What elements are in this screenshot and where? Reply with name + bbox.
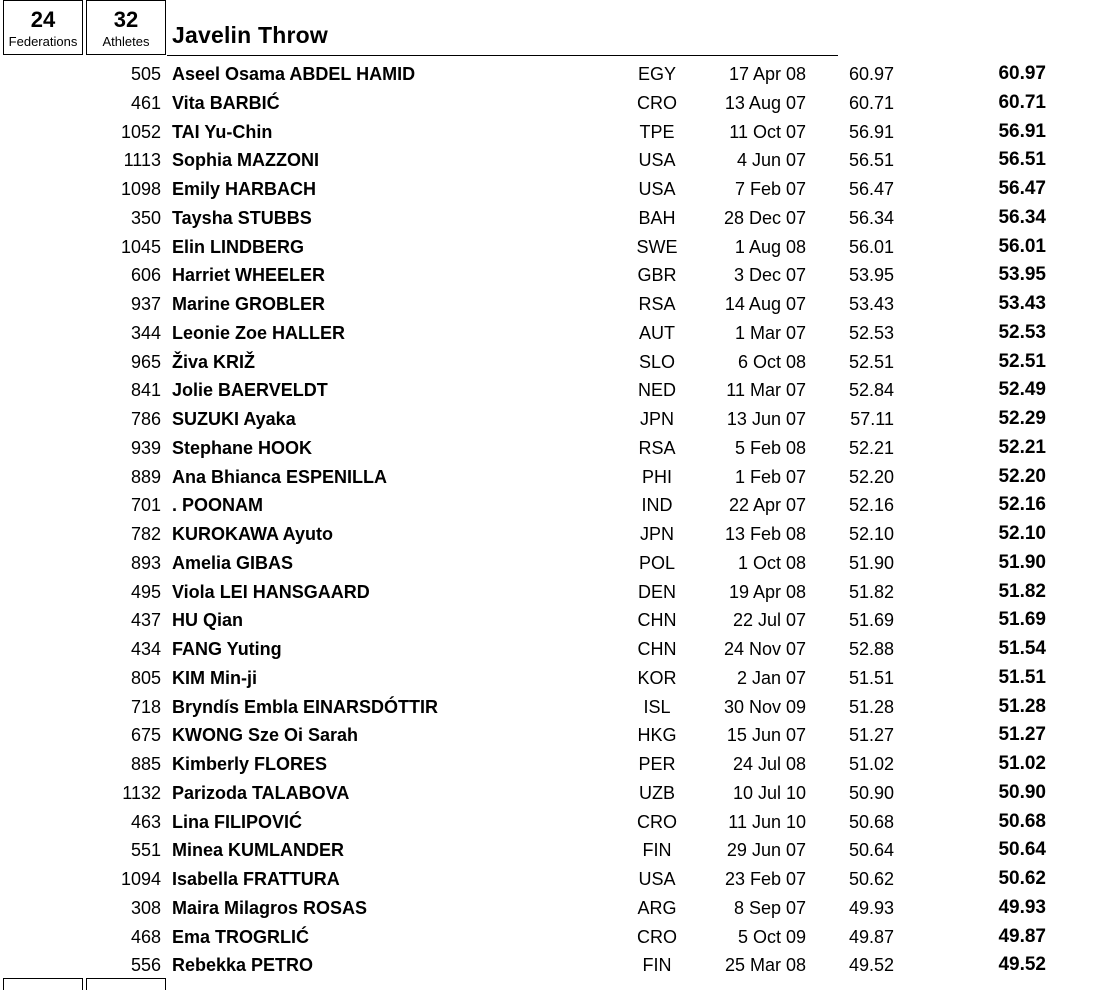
entry-bib: 841 bbox=[130, 380, 161, 401]
entry-name: Bryndís Embla EINARSDÓTTIR bbox=[172, 696, 439, 717]
entry-country: JPN bbox=[639, 409, 674, 429]
entry-country: RSA bbox=[638, 294, 676, 314]
entry-name: HU Qian bbox=[172, 610, 244, 631]
entry-row bbox=[0, 175, 1096, 204]
entry-bib: 1052 bbox=[120, 121, 161, 142]
entry-bib: 308 bbox=[130, 897, 161, 918]
entry-bib: 782 bbox=[130, 524, 161, 544]
entry-name: Ema TROGRLIĆ bbox=[172, 926, 310, 947]
entry-country: ARG bbox=[637, 897, 677, 918]
entry-personal-best: 52.10 bbox=[998, 523, 1046, 544]
entry-season-best: 51.02 bbox=[848, 754, 894, 774]
entry-list bbox=[0, 60, 1096, 980]
entry-season-best: 49.87 bbox=[848, 926, 894, 947]
entry-personal-best: 51.02 bbox=[998, 753, 1046, 774]
entry-birth-date: 24 Nov 07 bbox=[723, 639, 806, 659]
entry-row bbox=[0, 721, 1096, 750]
entry-personal-best: 52.20 bbox=[998, 465, 1046, 487]
entry-personal-best: 60.97 bbox=[998, 63, 1046, 84]
entry-bib: 434 bbox=[130, 639, 161, 659]
entry-personal-best: 51.69 bbox=[998, 609, 1046, 631]
entry-row bbox=[0, 578, 1096, 607]
entry-birth-date: 19 Apr 08 bbox=[728, 581, 806, 602]
entry-season-best: 56.47 bbox=[848, 179, 894, 199]
entry-birth-date: 30 Nov 09 bbox=[723, 696, 806, 717]
entry-personal-best: 53.43 bbox=[998, 293, 1046, 314]
entry-bib: 1094 bbox=[120, 869, 161, 889]
entry-personal-best: 50.68 bbox=[998, 810, 1046, 832]
entry-personal-best: 49.52 bbox=[998, 954, 1046, 976]
entry-season-best: 52.51 bbox=[848, 351, 894, 372]
entry-bib: 701 bbox=[130, 495, 161, 516]
entry-bib: 675 bbox=[130, 725, 161, 746]
entry-country: ISL bbox=[643, 696, 671, 717]
entry-personal-best: 50.64 bbox=[998, 839, 1046, 861]
entry-country: PER bbox=[638, 754, 676, 774]
entry-row bbox=[0, 606, 1096, 635]
entry-country: GBR bbox=[637, 265, 677, 286]
entry-name: Harriet WHEELER bbox=[172, 265, 326, 286]
entry-bib: 885 bbox=[130, 754, 161, 774]
entry-name: Isabella FRATTURA bbox=[172, 869, 340, 889]
entry-birth-date: 7 Feb 07 bbox=[734, 179, 806, 199]
entry-season-best: 49.52 bbox=[848, 955, 894, 976]
entry-season-best: 52.16 bbox=[848, 495, 894, 516]
entry-name: Lina FILIPOVIĆ bbox=[172, 811, 303, 832]
entry-bib: 437 bbox=[130, 610, 161, 631]
entry-bib: 1132 bbox=[122, 782, 161, 803]
entry-personal-best: 56.47 bbox=[998, 178, 1046, 199]
entry-birth-date: 13 Aug 07 bbox=[724, 92, 806, 113]
entry-birth-date: 4 Jun 07 bbox=[736, 150, 806, 171]
entry-name: Elin LINDBERG bbox=[172, 236, 305, 257]
entry-name: Kimberly FLORES bbox=[172, 754, 328, 774]
entry-name: Živa KRIŽ bbox=[172, 351, 256, 372]
entry-season-best: 53.95 bbox=[848, 265, 894, 286]
entry-season-best: 60.71 bbox=[848, 92, 894, 113]
entry-row bbox=[0, 779, 1096, 808]
entry-birth-date: 25 Mar 08 bbox=[724, 955, 806, 976]
entry-name: Ana Bhianca ESPENILLA bbox=[172, 466, 388, 487]
entry-personal-best: 52.16 bbox=[998, 494, 1046, 516]
entry-birth-date: 5 Feb 08 bbox=[734, 437, 806, 458]
entry-country: JPN bbox=[639, 524, 674, 544]
entry-personal-best: 56.01 bbox=[998, 235, 1046, 257]
entry-bib: 1045 bbox=[120, 236, 161, 257]
entry-bib: 718 bbox=[130, 696, 161, 717]
athletes-count-box bbox=[86, 0, 166, 55]
entry-name: Jolie BAERVELDT bbox=[172, 380, 328, 401]
entry-name: Maira Milagros ROSAS bbox=[172, 897, 368, 918]
entry-row bbox=[0, 233, 1096, 262]
entry-bib: 889 bbox=[130, 466, 161, 487]
entry-row bbox=[0, 664, 1096, 693]
entry-country: KOR bbox=[637, 667, 677, 688]
entry-personal-best: 52.29 bbox=[998, 408, 1046, 429]
entry-personal-best: 51.28 bbox=[998, 695, 1046, 717]
next-federations-box bbox=[3, 978, 83, 990]
entry-row bbox=[0, 865, 1096, 894]
entry-row bbox=[0, 491, 1096, 520]
entry-name: SUZUKI Ayaka bbox=[172, 409, 296, 429]
entry-name: Minea KUMLANDER bbox=[172, 840, 345, 861]
entry-personal-best: 53.95 bbox=[998, 264, 1046, 286]
entry-bib: 495 bbox=[130, 581, 161, 602]
entry-season-best: 56.51 bbox=[848, 150, 894, 171]
entry-country: USA bbox=[638, 150, 676, 171]
entry-personal-best: 52.53 bbox=[998, 321, 1046, 343]
entry-row bbox=[0, 376, 1096, 405]
entry-season-best: 51.90 bbox=[848, 552, 894, 573]
entry-name: . POONAM bbox=[172, 495, 264, 516]
entry-season-best: 50.62 bbox=[848, 869, 894, 889]
entry-bib: 463 bbox=[130, 811, 161, 832]
entry-birth-date: 11 Mar 07 bbox=[726, 380, 806, 401]
entry-country: BAH bbox=[638, 207, 676, 228]
entry-personal-best: 51.90 bbox=[998, 551, 1046, 573]
entry-country: SWE bbox=[636, 236, 678, 257]
entry-birth-date: 28 Dec 07 bbox=[723, 207, 806, 228]
entry-bib: 551 bbox=[130, 840, 161, 861]
entry-country: CRO bbox=[637, 926, 677, 947]
entry-birth-date: 3 Dec 07 bbox=[733, 265, 806, 286]
entry-birth-date: 1 Aug 08 bbox=[734, 236, 806, 257]
event-title: Javelin Throw bbox=[172, 22, 328, 48]
entry-personal-best: 50.62 bbox=[998, 868, 1046, 889]
entry-country: CHN bbox=[637, 610, 677, 631]
entry-name: TAI Yu-Chin bbox=[172, 121, 273, 142]
entry-personal-best: 52.49 bbox=[998, 379, 1046, 401]
entry-name: Vita BARBIĆ bbox=[172, 92, 280, 113]
entry-row bbox=[0, 520, 1096, 549]
entry-row bbox=[0, 549, 1096, 578]
entry-birth-date: 13 Jun 07 bbox=[726, 409, 806, 429]
entry-season-best: 56.01 bbox=[848, 236, 894, 257]
entry-bib: 893 bbox=[130, 552, 161, 573]
entry-season-best: 51.51 bbox=[848, 667, 894, 688]
entry-country: POL bbox=[638, 552, 676, 573]
entry-birth-date: 22 Apr 07 bbox=[728, 495, 806, 516]
entry-birth-date: 11 Oct 07 bbox=[729, 121, 806, 142]
entry-country: UZB bbox=[639, 782, 675, 803]
entry-personal-best: 52.51 bbox=[998, 350, 1046, 372]
entry-season-best: 52.53 bbox=[848, 322, 894, 343]
entry-row bbox=[0, 146, 1096, 175]
entry-bib: 786 bbox=[130, 409, 161, 429]
entry-bib: 1098 bbox=[120, 179, 161, 199]
entry-row bbox=[0, 635, 1096, 664]
entry-birth-date: 5 Oct 09 bbox=[737, 926, 806, 947]
entry-personal-best: 51.51 bbox=[998, 666, 1046, 688]
entry-personal-best: 51.27 bbox=[998, 724, 1046, 746]
entry-row bbox=[0, 923, 1096, 952]
entry-name: FANG Yuting bbox=[172, 639, 282, 659]
entry-country: SLO bbox=[638, 351, 676, 372]
entry-birth-date: 14 Aug 07 bbox=[724, 294, 806, 314]
entry-row bbox=[0, 951, 1096, 980]
entry-name: Parizoda TALABOVA bbox=[172, 782, 350, 803]
entry-name: Amelia GIBAS bbox=[172, 552, 294, 573]
entry-row bbox=[0, 405, 1096, 434]
entry-row bbox=[0, 60, 1096, 89]
entry-season-best: 49.93 bbox=[848, 897, 894, 918]
entry-birth-date: 1 Feb 07 bbox=[734, 466, 806, 487]
entry-row bbox=[0, 808, 1096, 837]
entry-birth-date: 22 Jul 07 bbox=[732, 610, 806, 631]
entry-row bbox=[0, 204, 1096, 233]
entry-country: TPE bbox=[639, 121, 675, 142]
entry-name: Leonie Zoe HALLER bbox=[172, 322, 346, 343]
entry-birth-date: 10 Jul 10 bbox=[732, 782, 806, 803]
entry-season-best: 56.91 bbox=[848, 121, 894, 142]
entry-row bbox=[0, 261, 1096, 290]
entry-birth-date: 2 Jan 07 bbox=[736, 667, 806, 688]
entry-season-best: 53.43 bbox=[848, 294, 894, 314]
entry-season-best: 50.68 bbox=[848, 811, 894, 832]
entry-birth-date: 15 Jun 07 bbox=[726, 725, 806, 746]
entry-country: NED bbox=[637, 380, 676, 401]
entry-bib: 606 bbox=[130, 265, 161, 286]
entry-bib: 556 bbox=[130, 955, 161, 976]
entry-country: DEN bbox=[637, 581, 676, 602]
entry-country: PHI bbox=[641, 466, 672, 487]
entry-season-best: 50.64 bbox=[848, 840, 894, 861]
athletes-label: Athletes bbox=[102, 34, 150, 49]
entry-row bbox=[0, 319, 1096, 348]
entry-row bbox=[0, 836, 1096, 865]
entry-season-best: 56.34 bbox=[848, 207, 894, 228]
entry-bib: 939 bbox=[130, 437, 161, 458]
entry-row bbox=[0, 118, 1096, 147]
entry-country: HKG bbox=[637, 725, 677, 746]
next-athletes-box bbox=[86, 978, 166, 990]
entry-birth-date: 24 Jul 08 bbox=[732, 754, 806, 774]
entry-name: Stephane HOOK bbox=[172, 437, 313, 458]
entry-row bbox=[0, 290, 1096, 319]
entry-row bbox=[0, 693, 1096, 722]
entry-personal-best: 49.87 bbox=[998, 925, 1046, 947]
entry-row bbox=[0, 348, 1096, 377]
entry-name: Viola LEI HANSGAARD bbox=[172, 581, 370, 602]
entry-season-best: 51.82 bbox=[848, 581, 894, 602]
entry-personal-best: 60.71 bbox=[998, 91, 1046, 113]
entry-name: KWONG Sze Oi Sarah bbox=[172, 725, 359, 746]
entry-country: CRO bbox=[637, 92, 677, 113]
entry-personal-best: 51.54 bbox=[998, 638, 1046, 659]
entry-personal-best: 56.34 bbox=[998, 206, 1046, 228]
entry-personal-best: 56.91 bbox=[998, 120, 1046, 142]
entry-birth-date: 29 Jun 07 bbox=[726, 840, 806, 861]
entry-name: Emily HARBACH bbox=[172, 179, 317, 199]
entry-personal-best: 56.51 bbox=[998, 149, 1046, 171]
entry-name: Aseel Osama ABDEL HAMID bbox=[172, 64, 416, 84]
entry-bib: 468 bbox=[130, 926, 161, 947]
entry-country: FIN bbox=[642, 955, 672, 976]
federations-count: 24 bbox=[30, 7, 56, 32]
entry-birth-date: 11 Jun 10 bbox=[728, 811, 806, 832]
entry-row bbox=[0, 463, 1096, 492]
entry-birth-date: 1 Mar 07 bbox=[734, 322, 806, 343]
entry-country: RSA bbox=[638, 437, 676, 458]
entry-name: Rebekka PETRO bbox=[172, 955, 314, 976]
entry-season-best: 52.21 bbox=[848, 437, 894, 458]
entry-season-best: 51.28 bbox=[848, 696, 894, 717]
entry-personal-best: 52.21 bbox=[998, 436, 1046, 458]
entry-country: CRO bbox=[637, 811, 677, 832]
entry-bib: 461 bbox=[130, 92, 161, 113]
entry-season-best: 60.97 bbox=[848, 64, 894, 84]
entry-country: USA bbox=[638, 869, 676, 889]
entry-season-best: 52.88 bbox=[848, 639, 894, 659]
entry-season-best: 51.69 bbox=[848, 610, 894, 631]
entry-row bbox=[0, 434, 1096, 463]
entry-country: FIN bbox=[642, 840, 672, 861]
entry-season-best: 51.27 bbox=[848, 725, 894, 746]
entry-bib: 344 bbox=[130, 322, 161, 343]
entry-birth-date: 8 Sep 07 bbox=[733, 897, 806, 918]
entry-birth-date: 13 Feb 08 bbox=[724, 524, 806, 544]
entry-name: KIM Min-ji bbox=[172, 667, 257, 688]
entry-bib: 965 bbox=[130, 351, 161, 372]
entry-country: IND bbox=[641, 495, 673, 516]
entry-personal-best: 49.93 bbox=[998, 896, 1046, 918]
entry-country: CHN bbox=[637, 639, 677, 659]
entry-row bbox=[0, 89, 1096, 118]
entry-row bbox=[0, 894, 1096, 923]
entry-birth-date: 23 Feb 07 bbox=[724, 869, 806, 889]
entry-season-best: 52.10 bbox=[848, 524, 894, 544]
athletes-count: 32 bbox=[113, 7, 139, 32]
entry-personal-best: 51.82 bbox=[998, 580, 1046, 602]
entry-bib: 1113 bbox=[123, 150, 161, 171]
entry-name: KUROKAWA Ayuto bbox=[172, 524, 333, 544]
entry-bib: 937 bbox=[130, 294, 161, 314]
entry-bib: 505 bbox=[130, 64, 161, 84]
entry-name: Sophia MAZZONI bbox=[172, 150, 319, 171]
entry-personal-best: 50.90 bbox=[998, 781, 1046, 803]
entry-birth-date: 6 Oct 08 bbox=[737, 351, 806, 372]
entry-name: Taysha STUBBS bbox=[172, 207, 312, 228]
federations-count-box bbox=[3, 0, 83, 55]
entry-country: AUT bbox=[639, 322, 675, 343]
entry-bib: 350 bbox=[130, 207, 161, 228]
entry-country: USA bbox=[638, 179, 676, 199]
entry-birth-date: 1 Oct 08 bbox=[737, 552, 806, 573]
federations-label: Federations bbox=[8, 34, 78, 49]
entry-name: Marine GROBLER bbox=[172, 294, 326, 314]
title-divider bbox=[167, 55, 838, 56]
entry-bib: 805 bbox=[130, 667, 161, 688]
entry-country: EGY bbox=[637, 64, 676, 84]
entry-row bbox=[0, 750, 1096, 779]
entry-season-best: 50.90 bbox=[848, 782, 894, 803]
entry-season-best: 52.20 bbox=[848, 466, 894, 487]
entry-birth-date: 17 Apr 08 bbox=[728, 64, 806, 84]
entry-season-best: 52.84 bbox=[848, 380, 894, 401]
entry-season-best: 57.11 bbox=[850, 409, 894, 429]
